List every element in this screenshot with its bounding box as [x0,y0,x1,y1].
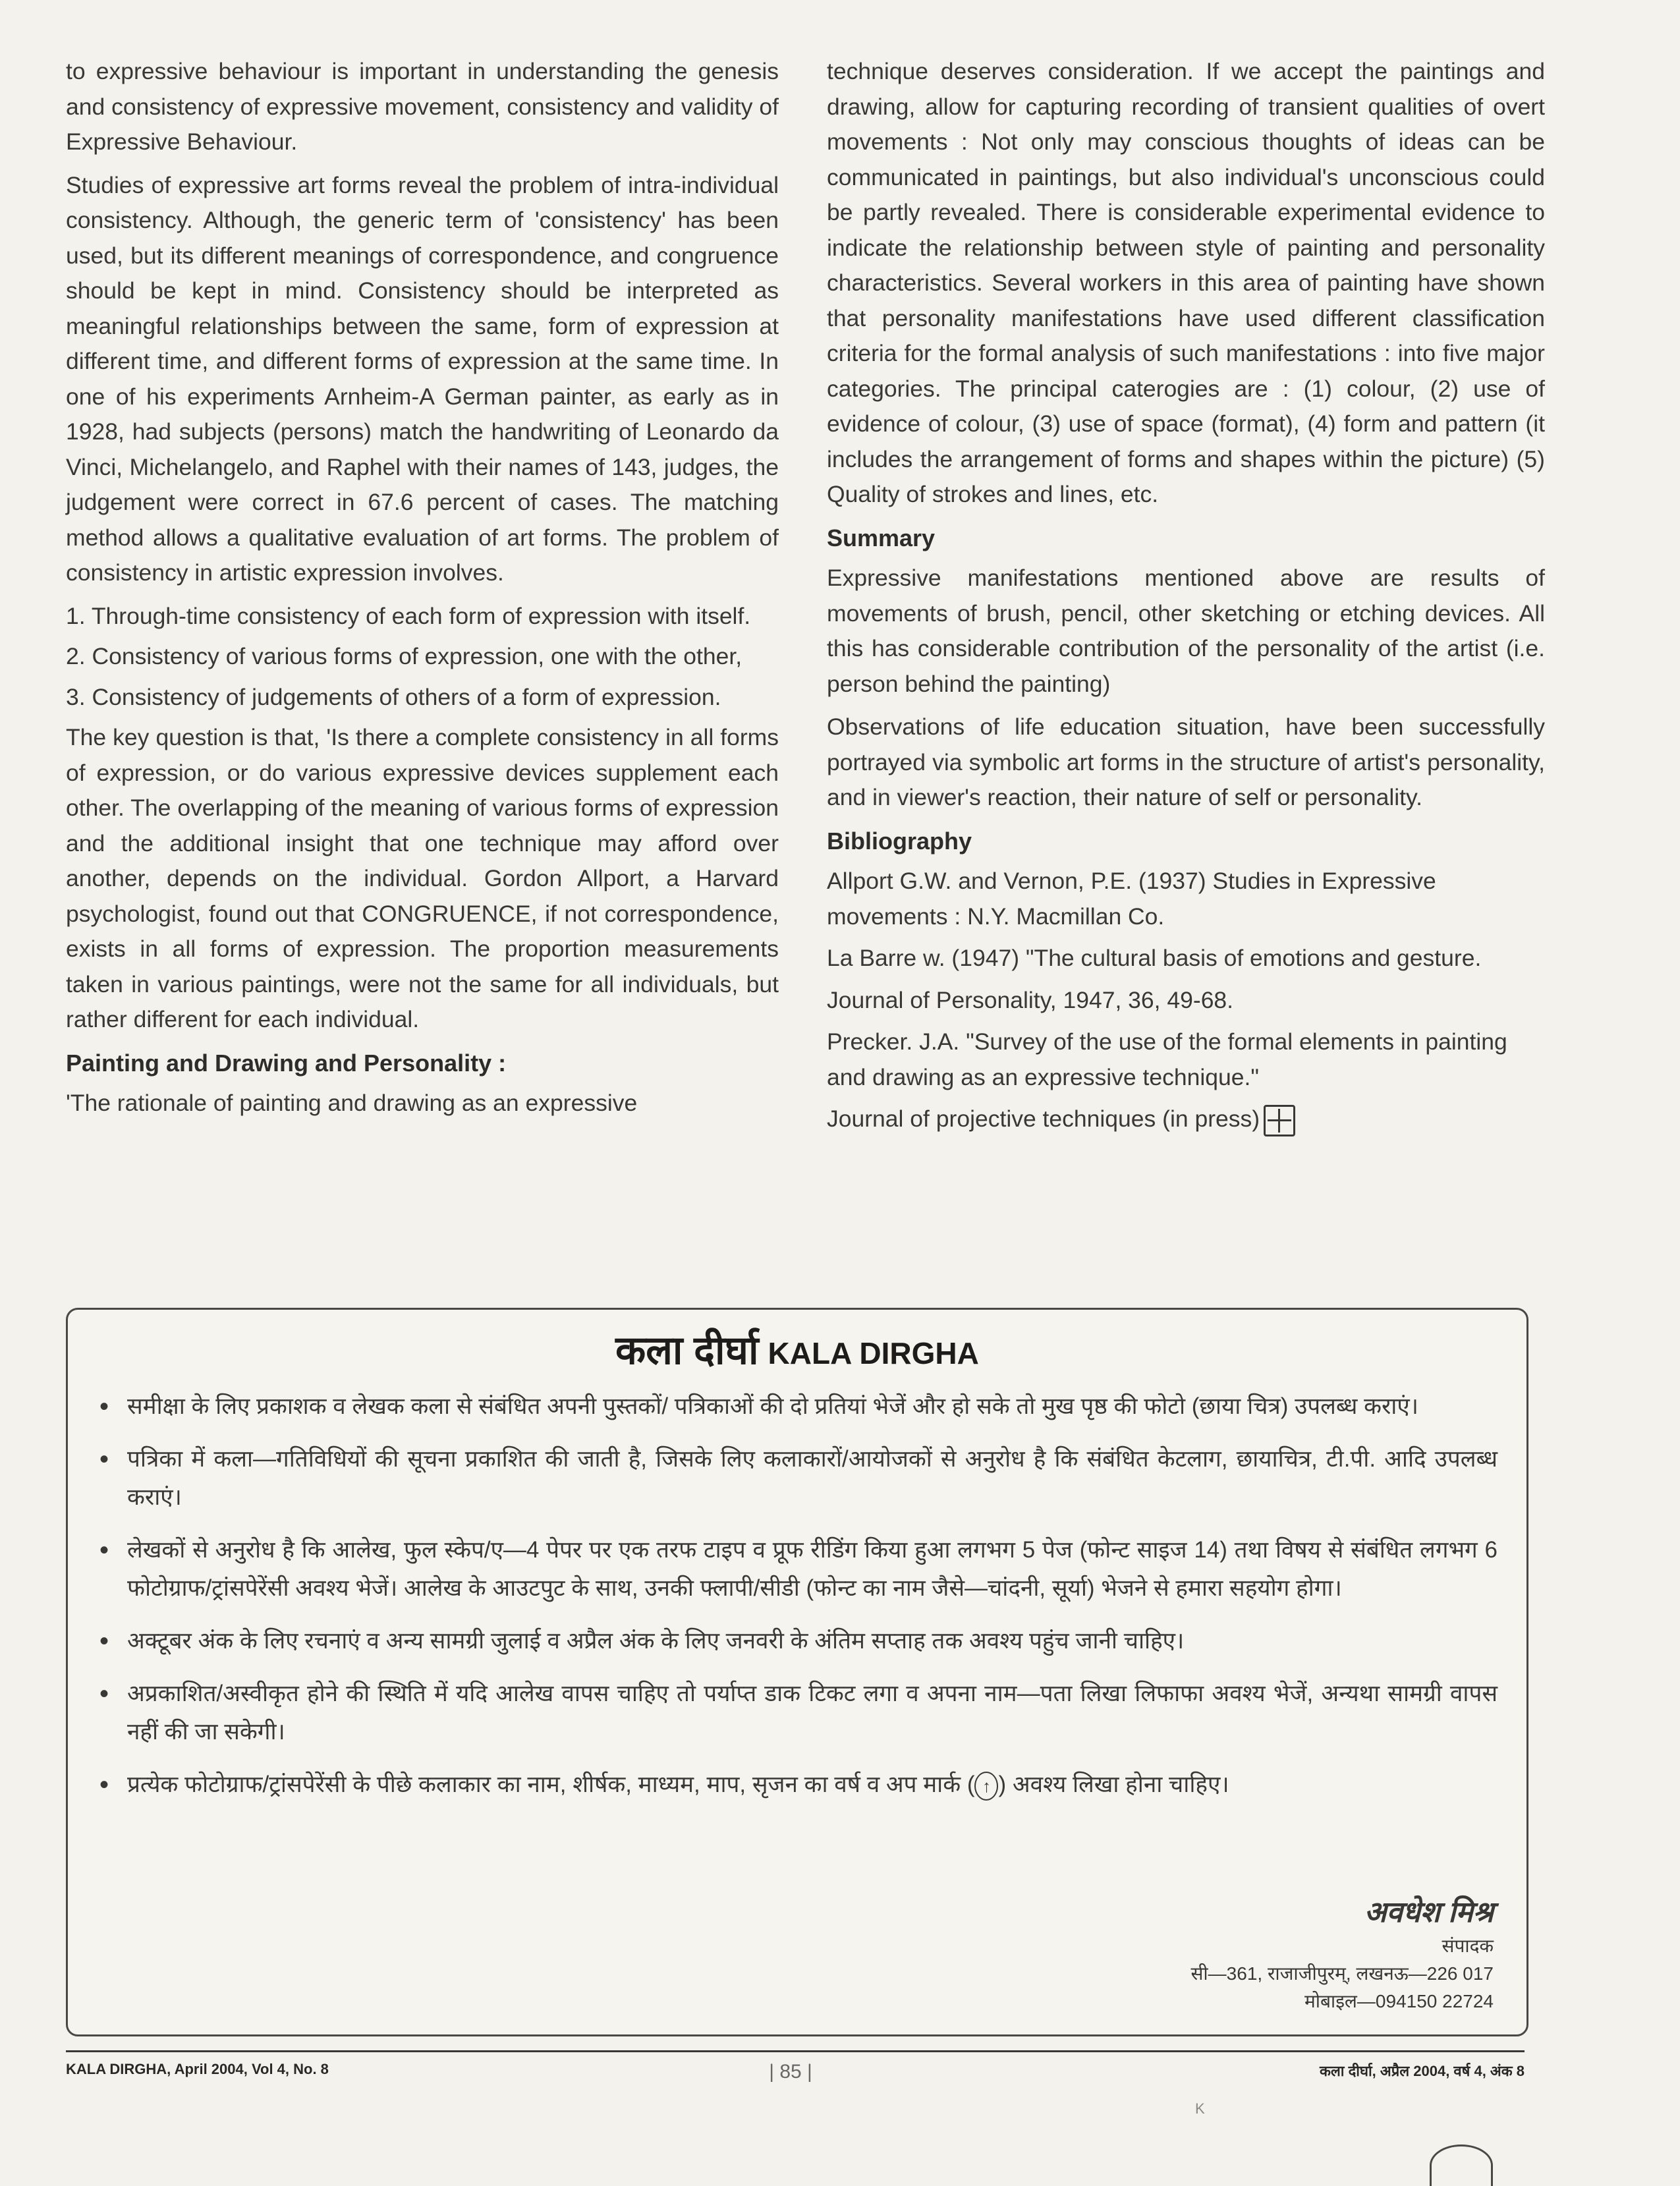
signature-name: अवधेश मिश्र [1364,1896,1494,1928]
paragraph: Studies of expressive art forms reveal the problem of intra-individual consistency. Although, the generic term of 'consistency' has been used, but its different meanings of correspondence, and congruence should be kept in mind. Consistency should be interpreted as meaningful relationships between the same, form of expression at different time, and different forms of expression at the same time. In one of his experiments Arnheim-A German painter, as early as in 1928, had subjects (persons) match the handwriting of Leonardo da Vinci, Michelangelo, and Raphel with their names of 143, judges, the judgement were correct in 67.6 percent of cases. The matching method allows a qualitative evaluation of art forms. The problem of consistency in artistic expression involves. [66,171,779,586]
reference: Allport G.W. and Vernon, P.E. (1937) Studies in Expressive movements : N.Y. Macmillan Co. [827,868,1436,930]
reference: Journal of Personality, 1947, 36, 49-68. [827,986,1234,1013]
paragraph: technique deserves consideration. If we accept the paintings and drawing, allow for capturing recording of transient qualities of overt movements : Not only may conscious thoughts of ideas can be communicated in paintings, but also individual's unconscious could be partly revealed. There is considerable experimental evidence to indicate the relationship between style of painting and personality characteristics. Several workers in this area of painting have shown that personality manifestations have used different classification criteria for the formal analysis of such manifestations : into five major categories. The principal caterogies are : (1) colour, (2) use of evidence of colour, (3) use of space (format), (4) form and pattern (it includes the arrangement of forms and shapes within the picture) (5) Quality of strokes and lines, etc. [827,58,1545,507]
page-number: | 85 | [769,2061,812,2083]
right-column [827,54,1545,1144]
notice-item-text: प्रत्येक फोटोग्राफ/ट्रांसपेरेंसी के पीछे कलाकार का नाम, शीर्षक, माध्यम, माप, सृजन का वर्ष व अप मार्क ( [127,1772,975,1797]
footer-divider [66,2050,1525,2052]
paragraph: The key question is that, 'Is there a complete consistency in all forms of expression, or do various expressive devices supplement each other. The overlapping of the meaning of various forms of expression and the additional insight that one technique may afford over another, depends on the individual. Gordon Allport, a Harvard psychologist, found out that CONGRUENCE, if not correspondence, exists in all forms of expression. The proportion measurements taken in various paintings, were not the same for all individuals, but rather different for each individual. [66,724,779,1032]
notice-title-latin: KALA DIRGHA [768,1336,979,1370]
notice-item: • लेखकों से अनुरोध है कि आलेख, फुल स्केप/ए—4 पेपर पर एक तरफ टाइप व प्रूफ रीडिंग किया हुआ लगभग 5 पेज (फोन्ट साइज 14) तथा विषय से संबंधित लगभग 6 फोटोग्राफ/ट्रांसपेरेंसी अवश्य भेजें। आलेख के आउटपुट के साथ, उनकी फ्लापी/सीडी (फोन्ट का नाम जैसे—चांदनी, सूर्या) भेजने से हमारा सहयोग होगा। [94,1531,1498,1608]
paragraph: Expressive manifestations mentioned above are results of movements of brush, pencil, other sketching or etching devices. All this has considerable contribution of the personality of the artist (i.e. person behind the painting) [827,565,1545,697]
notice-box [66,1308,1528,2036]
end-mark-icon [1264,1105,1295,1136]
notice-item: • अप्रकाशित/अस्वीकृत होने की स्थिति में यदि आलेख वापस चाहिए तो पर्याप्त डाक टिकट लगा व अपना नाम—पता लिखा लिफाफा अवश्य भेजें, अन्यथा सामग्री वापस नहीं की जा सकेगी। [94,1675,1498,1751]
section-heading: Summary [827,524,936,551]
signature-role: संपादक [1442,1936,1494,1956]
footer-left: KALA DIRGHA, April 2004, Vol 4, No. 8 [66,2061,329,2077]
paragraph: Observations of life education situation, have been successfully portrayed via symbolic art forms in the structure of artist's personality, and in viewer's reaction, their nature of self or personality. [827,714,1545,810]
section-heading: Bibliography [827,827,972,855]
notice-title [68,1322,1526,1376]
list-item: 2. Consistency of various forms of expression, one with the other, [66,643,742,669]
page-curl-icon [1430,2144,1493,2186]
signature-address: सी—361, राजाजीपुरम्, लखनऊ—226 017 [1190,1963,1494,1984]
up-arrow-icon: ↑ [974,1772,998,1801]
notice-item [94,1766,1498,1804]
signature-mobile: मोबाइल—094150 22724 [1304,1991,1494,2011]
notice-item: • पत्रिका में कला—गतिविधियों की सूचना प्रकाशित की जाती है, जिसके लिए कलाकारों/आयोजकों से अनुरोध है कि संबंधित केटलाग, छायाचित्र, टी.पी. आदि उपलब्ध कराएं। [94,1440,1498,1517]
left-column [66,54,779,1129]
signature-block [1191,1893,1494,2015]
paragraph: 'The rationale of painting and drawing as an expressive [66,1090,638,1116]
notice-item: • अक्टूबर अंक के लिए रचनाएं व अन्य सामग्री जुलाई व अप्रैल अंक के लिए जनवरी के अंतिम सप्ताह तक अवश्य पहुंच जानी चाहिए। [94,1622,1498,1660]
notice-list [94,1387,1498,1818]
reference: Journal of projective techniques (in press) [827,1106,1260,1132]
list-item: 3. Consistency of judgements of others of a form of expression. [66,683,721,710]
section-heading: Painting and Drawing and Personality : [66,1049,507,1077]
notice-item-text: ) अवश्य लिखा होना चाहिए। [998,1772,1229,1797]
reference: La Barre w. (1947) "The cultural basis of emotions and gesture. [827,945,1482,971]
list-item: 1. Through-time consistency of each form of expression with itself. [66,602,751,629]
reference: Precker. J.A. "Survey of the use of the formal elements in painting and drawing as an expressive technique." [827,1028,1507,1090]
notice-title-hindi: कला दीर्घा [615,1328,759,1372]
notice-item: • समीक्षा के लिए प्रकाशक व लेखक कला से संबंधित अपनी पुस्तकों/ पत्रिकाओं की दो प्रतियां भेजें और हो सके तो मुख पृष्ठ की फोटो (छाया चित्र) उपलब्ध कराएं। [94,1387,1498,1426]
reference-last [827,1102,1545,1137]
footer-right: कला दीर्घा, अप्रैल 2004, वर्ष 4, अंक 8 [1319,2063,1525,2079]
print-mark: K [1195,2100,1205,2117]
paragraph: to expressive behaviour is important in understanding the genesis and consistency of expressive movement, consistency and validity of Expressive Behaviour. [66,58,779,155]
